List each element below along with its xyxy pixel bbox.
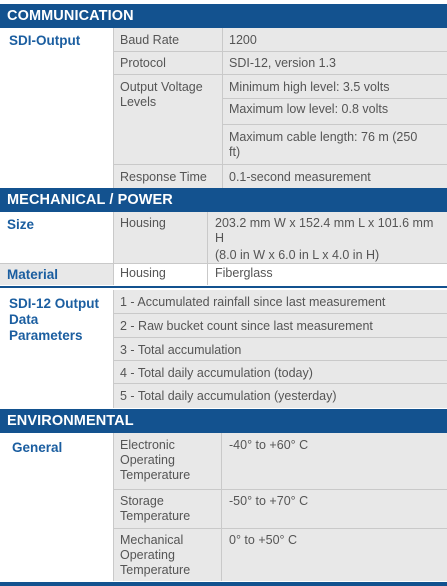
- sdi12-param-item: 1 - Accumulated rainfall since last measurement: [120, 295, 386, 309]
- grid-line: [113, 337, 447, 338]
- value-material: Fiberglass: [215, 266, 273, 280]
- value-max-low: Maximum low level: 0.8 volts: [229, 102, 389, 116]
- param-protocol: Protocol: [120, 56, 166, 70]
- param-material-housing: Housing: [120, 266, 166, 280]
- value-mechanical-operating-temperature: 0° to +50° C: [229, 533, 298, 547]
- sdi12-param-item: 5 - Total daily accumulation (yesterday): [120, 389, 337, 403]
- row-label-sdi12-parameters: SDI-12 Output Data Parameters: [9, 296, 99, 343]
- grid-line: [113, 360, 447, 361]
- value-baud-rate: 1200: [229, 33, 257, 47]
- grid-line: [221, 433, 222, 581]
- row-label-sdi-output: SDI-Output: [9, 33, 81, 48]
- value-size-metric: 203.2 mm W x 152.4 mm L x 101.6 mm H: [215, 216, 434, 245]
- grid-line: [113, 313, 447, 314]
- grid-line: [113, 164, 447, 165]
- grid-line: [207, 212, 208, 285]
- grid-line: [113, 489, 447, 490]
- row-label-material: Material: [7, 267, 59, 282]
- sdi12-param-item: 4 - Total daily accumulation (today): [120, 366, 313, 380]
- grid-line: [222, 124, 447, 125]
- grid-line: [113, 74, 447, 75]
- param-size-housing: Housing: [120, 216, 166, 230]
- param-response-time: Response Time: [120, 170, 207, 184]
- grid-line: [113, 212, 114, 285]
- value-electronic-operating-temperature: -40° to +60° C: [229, 438, 309, 452]
- section-header-environmental: ENVIRONMENTAL: [0, 409, 447, 433]
- grid-line: [222, 98, 447, 99]
- grid-line: [113, 433, 114, 581]
- sdi12-param-item: 3 - Total accumulation: [120, 343, 242, 357]
- value-min-high: Minimum high level: 3.5 volts: [229, 80, 390, 94]
- param-output-voltage: Output Voltage Levels: [120, 80, 203, 109]
- param-electronic-operating-temperature: Electronic Operating Temperature: [120, 438, 191, 482]
- grid-line: [113, 383, 447, 384]
- value-size-imperial: (8.0 in W x 6.0 in L x 4.0 in H): [215, 248, 380, 262]
- row-label-general: General: [12, 440, 63, 455]
- grid-line: [113, 528, 447, 529]
- param-mechanical-operating-temperature: Mechanical Operating Temperature: [120, 533, 191, 577]
- value-response-time: 0.1-second measurement: [229, 170, 371, 184]
- sdi12-param-item: 2 - Raw bucket count since last measurement: [120, 319, 373, 333]
- bottom-border: [0, 582, 447, 586]
- grid-line: [113, 290, 114, 408]
- value-cable-length: Maximum cable length: 76 m (250 ft): [229, 130, 418, 159]
- param-baud-rate: Baud Rate: [120, 33, 180, 47]
- value-storage-temperature: -50° to +70° C: [229, 494, 309, 508]
- section-divider: [0, 286, 447, 288]
- section-header-communication: COMMUNICATION: [0, 4, 447, 28]
- row-label-size: Size: [7, 217, 35, 232]
- value-protocol: SDI-12, version 1.3: [229, 56, 336, 70]
- grid-line: [113, 51, 447, 52]
- grid-line: [0, 263, 447, 264]
- param-storage-temperature: Storage Temperature: [120, 494, 191, 523]
- section-header-mechanical: MECHANICAL / POWER: [0, 188, 447, 212]
